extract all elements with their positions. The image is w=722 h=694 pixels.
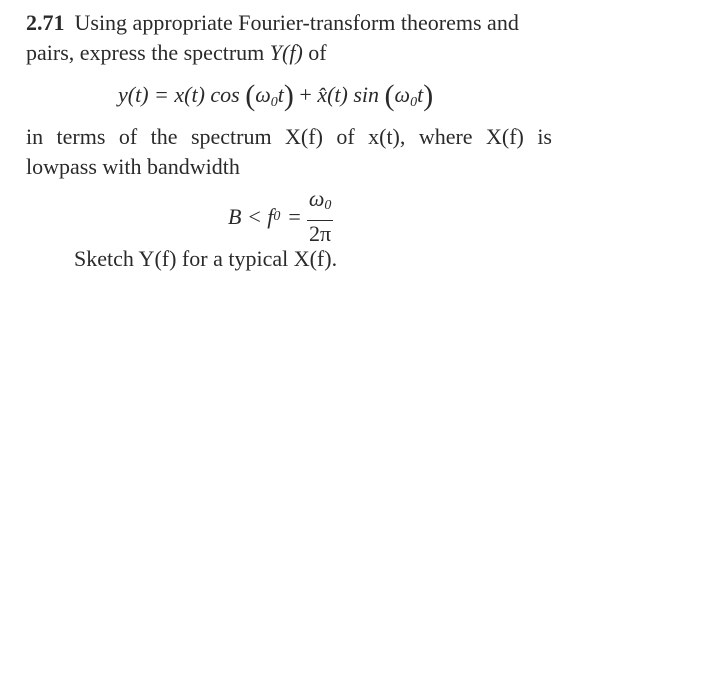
omega-over-2pi-fraction: [307, 188, 334, 245]
problem-line-1: [26, 8, 586, 38]
fraction-numerator: [307, 188, 334, 217]
equation-y-of-t: [118, 79, 434, 112]
left-paren-1: (: [245, 79, 256, 112]
problem-line-3: in terms of the spectrum X(f) of x(t), where X(f) is: [26, 124, 552, 149]
omega-symbol-2: ω: [394, 82, 411, 107]
problem-line-4: lowpass with bandwidth: [26, 154, 240, 179]
spectrum-symbol: Y(f): [269, 40, 303, 65]
problem-number: 2.71: [26, 10, 65, 35]
right-paren-2: ): [423, 79, 434, 112]
left-paren-2: (: [384, 79, 395, 112]
bandwidth-lhs: B < f: [228, 203, 274, 229]
right-paren-1: ): [283, 79, 294, 112]
hilbert-term: x̂(t) sin: [317, 82, 380, 107]
equals-sign: =: [288, 203, 301, 229]
numerator-omega: ω: [308, 186, 325, 211]
problem-middle-text: [26, 122, 552, 182]
problem-statement: [26, 8, 586, 68]
time-var: t: [277, 82, 284, 107]
time-var-2: t: [417, 82, 424, 107]
sketch-instruction: Sketch Y(f) for a typical X(f).: [74, 246, 338, 271]
numerator-subscript: 0: [324, 198, 332, 213]
fraction-denominator: 2π: [309, 221, 332, 246]
f0-subscript: 0: [273, 208, 281, 224]
omega-subscript: 0: [270, 95, 278, 110]
problem-intro-text: Using appropriate Fourier-transform theorems and: [74, 10, 519, 35]
omega-subscript-2: 0: [410, 95, 418, 110]
problem-line-2-prefix: pairs, express the spectrum: [26, 40, 265, 65]
problem-line-2: [26, 38, 586, 68]
equation-lhs: y(t) = x(t) cos: [118, 82, 240, 107]
problem-line-2-suffix: of: [308, 40, 327, 65]
omega-symbol: ω: [255, 82, 271, 107]
plus-sign: +: [299, 82, 312, 107]
equation-bandwidth: [228, 188, 333, 245]
